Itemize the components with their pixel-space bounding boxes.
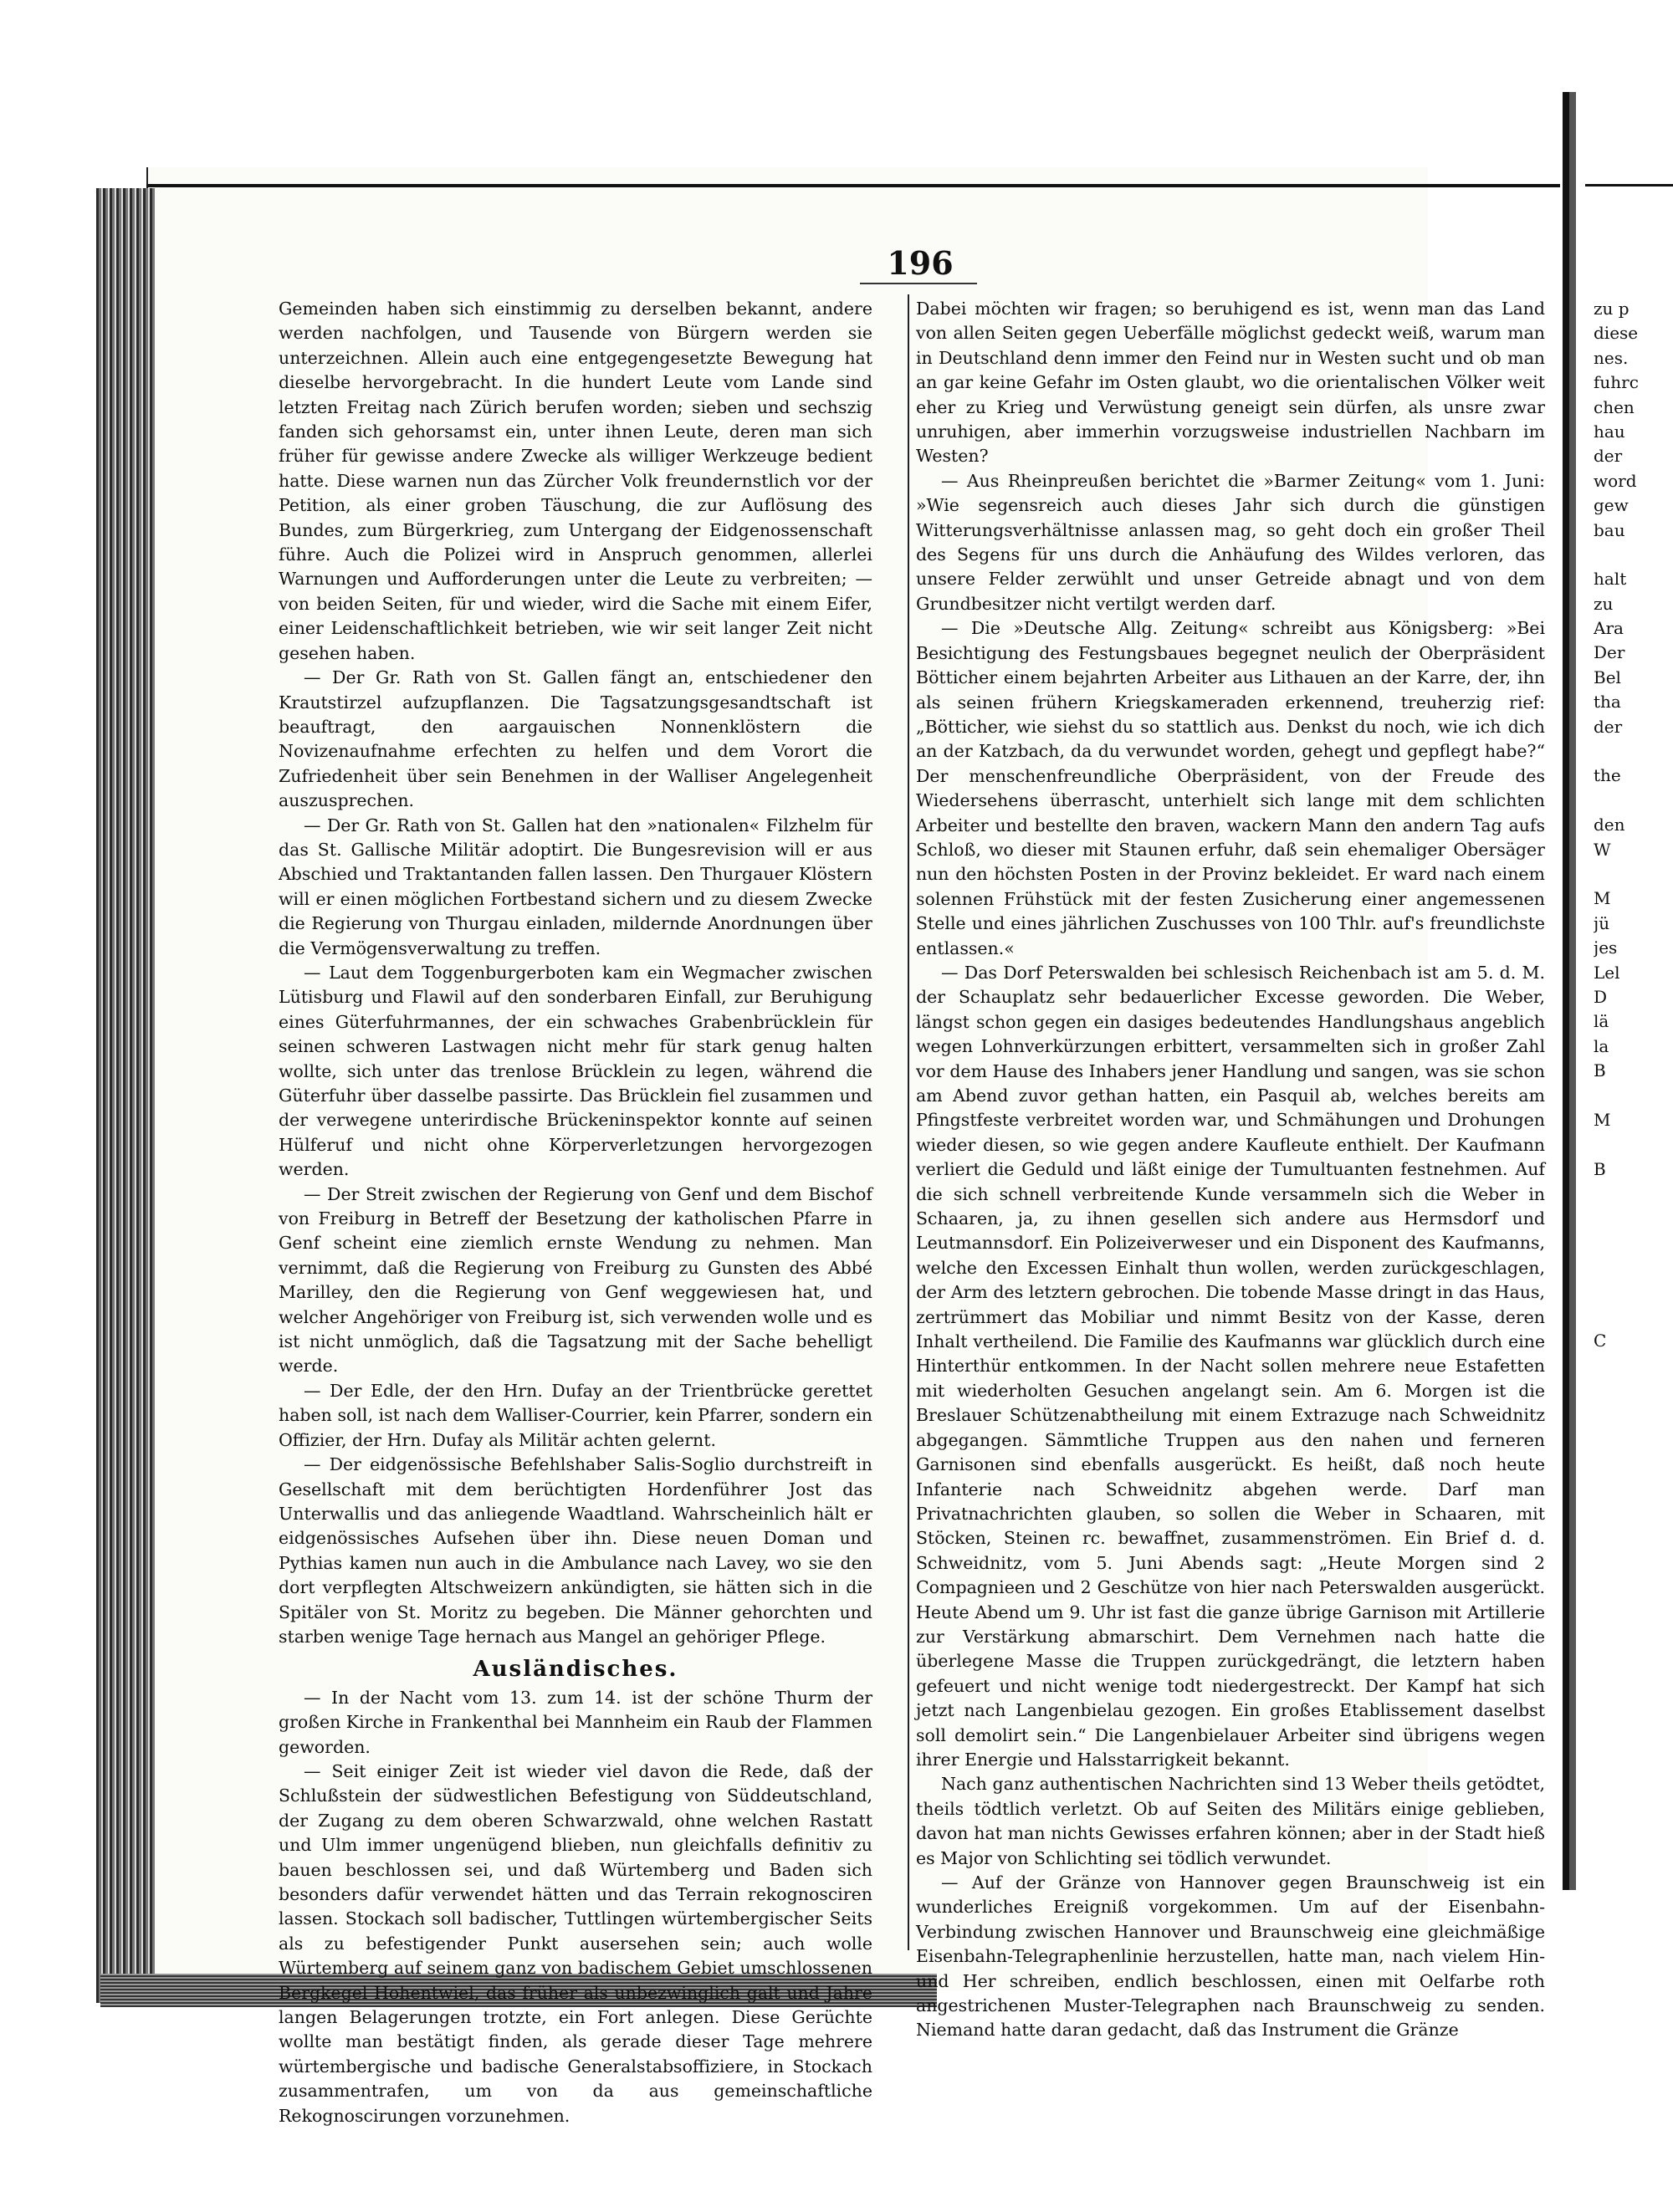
margin-fragment: W: [1594, 839, 1611, 860]
margin-fragment: la: [1594, 1035, 1609, 1056]
article-paragraph: Nach ganz authentischen Nachrichten sind 13 Weber theils getödtet, theils tödtlich verletzt. Ob auf Seiten des Militärs einige geblieben, davon hat man nichts Gewisses erfahren können; aber in der Stadt hieß es Major von Schlichting sei tödlich verwundet.: [916, 1774, 1545, 1868]
margin-fragment: [1594, 1132, 1673, 1157]
margin-fragment: zu: [1594, 593, 1614, 614]
margin-fragment: den: [1594, 815, 1625, 835]
margin-fragment: [1594, 1477, 1673, 1501]
facing-page-fragments: [1594, 297, 1673, 1575]
margin-fragment: [1594, 1280, 1673, 1305]
article-paragraph: — Laut dem Toggenburgerboten kam ein Wegmacher zwischen Lütisburg und Flawil auf den sonderbaren Einfall, zur Beruhigung eines Güterfuhrmannes, der ein schwaches Grabenbrücklein für seinen schweren Lastwagen nicht mehr für stark genug halten wollte, sich unter das trenlose Brücklein zu legen, während die Güterfuhr über dasselbe passirte. Das Brücklein fiel zusammen und der verwegene unterirdische Brückeninspektor konnte auf seinen Hülferuf und nicht ohne Körperverletzungen hervorgezogen werden.: [279, 962, 872, 1180]
right-binding-shadow: [1569, 92, 1576, 1890]
article-paragraph: — Aus Rheinpreußen berichtet die »Barmer Zeitung« vom 1. Juni: »Wie segensreich auch dieses Jahr sich durch die günstigen Witterungsverhältnisse anlassen mag, so geht doch ein großer Theil des Segens für uns durch die Anhäufung des Wildes verloren, das unsere Felder zerwühlt und unser Getreide abnagt und von dem Grundbesitzer nicht vertilgt werden darf.: [916, 470, 1545, 614]
margin-fragment: fuhrc: [1594, 372, 1639, 393]
article-paragraph: Dabei möchten wir fragen; so beruhigend es ist, wenn man das Land von allen Seiten gegen Ueberfälle möglichst gedeckt weiß, warum man in Deutschland denn immer den Feind nur in Westen sucht und ob man an gar keine Gefahr im Osten glaubt, wo die orientalischen Völker weit eher zu Krieg und Verwüstung geneigt sein dürfen, als unsre zwar unruhigen, aber immerhin vorzugsweise industriellen Nachbarn im Westen?: [916, 299, 1545, 467]
margin-fragment: jü: [1594, 912, 1610, 933]
margin-fragment: Der: [1594, 642, 1625, 663]
margin-fragment: hau: [1594, 421, 1625, 442]
article-paragraph: — Das Dorf Peterswalden bei schlesisch Reichenbach ist am 5. d. M. der Schauplatz sehr bedauerlicher Excesse geworden. Die Weber, längst schon gegen ein dasiges bedeutendes Handlungshaus angeblich wegen Lohnverkürzungen erbittert, versammelten sich in großer Zahl vor dem Hause des Inhabers jener Handlung und sangen, was sie schon am Abend zuvor gethan hatten, ein Pasquil ab, welches bereits am Pfingstfeste verbreitet worden war, und Schmähungen und Drohungen wieder diesen, so wie gegen andere Kaufleute enthielt. Der Kaufmann verliert die Geduld und läßt einige der Tumultuanten festnehmen. Auf die sich schnell verbreitende Kunde versammeln sich die Weber in Schaaren, ja, zu ihnen gesellen sich andere aus Hermsdorf und Leutmannsdorf. Ein Polizeiverweser und ein Disponent des Kaufmanns, welche den Excessen Einhalt thun wollen, werden zurückgeschlagen, der Arm des letztern gebrochen. Die tobende Masse dringt in das Haus, zertrümmert das Mobiliar und nimmt Besitz von der Kasse, deren Inhalt vertheilend. Die Familie des Kaufmanns war glücklich durch eine Hinterthür entkommen. In der Nacht sollen mehrere neue Estafetten mit wiederholten Gesuchen angelangt sein. Am 6. Morgen ist die Breslauer Schützenabtheilung mit einem Extrazuge nach Schweidnitz abgegangen. Sämmtliche Truppen aus den nahen und ferneren Garnisonen sind ebenfalls ausgerückt. Es heißt, daß noch heute Infanterie nach Schweidnitz abgehen werde. Darf man Privatnachrichten glauben, so sollen die Weber in Schaaren, mit Stöcken, Steinen rc. bewaffnet, zusammenströmen. Ein Brief d. d. Schweidnitz, vom 5. Juni Abends sagt: „Heute Morgen sind 2 Compagnieen und 2 Geschütze von hier nach Peterswalden ausgerückt. Heute Abend um 9. Uhr ist fast die ganze übrige Garnison mit Artillerie zur Verstärkung abmarschirt. Dem Vernehmen nach hatte die überlegene Masse die Truppen zurückgedrängt, die letztern haben gefeuert und nicht wenige todt niedergestreckt. Der Kampf hat sich jetzt nach Langenbielau gezogen. Ein großes Etablissement daselbst soll demolirt sein.“ Die Langenbielauer Arbeiter sind übrigens wegen ihrer Energie und Halsstarrigkeit bekannt.: [916, 962, 1545, 1770]
margin-fragment: bau: [1594, 519, 1625, 540]
margin-fragment: nes.: [1594, 347, 1629, 368]
margin-fragment: [1594, 1255, 1673, 1280]
section-heading: Ausländisches.: [473, 1657, 678, 1683]
margin-fragment: [1594, 739, 1673, 764]
margin-fragment: [1594, 1231, 1673, 1255]
margin-fragment: Ara: [1594, 618, 1624, 639]
article-paragraph: — Die »Deutsche Allg. Zeitung« schreibt aus Königsberg: »Bei Besichtigung des Festungsbaues begegnet neulich der Oberpräsident Bötticher einem bejahrten Arbeiter aus Lithauen an der Karre, der, ihn als seinen frühern Kriegskameraden erkennend, treuherzig rief: „Bötticher, wie siehst du so stattlich aus. Denkst du noch, wie ich dich an der Katzbach, da du verwundet worden, gehegt und gepflegt habe?“ Der menschenfreundliche Oberpräsident, von der Freude des Wiedersehens überrascht, unterhielt sich lange mit dem schlichten Arbeiter und bestellte den braven, wackern Mann den andern Tag aufs Schloß, wo dieser mit Staunen erfuhr, daß sein ehemaliger Obersäger nun den höchsten Posten in der Provinz bekleidet. Er ward nach einem solennen Frühstück mit der festen Zusicherung einer angemessenen Stelle und eines jährlichen Zuschusses von 100 Thlr. auf's freundlichste entlassen.«: [916, 618, 1545, 958]
margin-fragment: Bel: [1594, 667, 1621, 687]
margin-fragment: [1594, 1305, 1673, 1329]
page-top-edge: [146, 184, 1560, 187]
margin-fragment: [1594, 1084, 1673, 1108]
margin-fragment: [1594, 1501, 1673, 1525]
article-paragraph: — Der Gr. Rath von St. Gallen hat den »nationalen« Filzhelm für das St. Gallische Militär adoptirt. Die Bungesrevision will er aus Abschied und Traktantanden fallen lassen. Den Thurgauer Klöstern will er einen möglichen Fortbestand sichern und zu diesem Zwecke die Regierung von Thurgau einladen, mildernde Anordnungen über die Vermögensverwaltung zu treffen.: [279, 815, 872, 958]
margin-fragment: diese: [1594, 323, 1639, 344]
margin-fragment: lä: [1594, 1011, 1609, 1032]
margin-fragment: tha: [1594, 692, 1621, 713]
margin-fragment: the: [1594, 765, 1621, 786]
margin-fragment: gew: [1594, 495, 1629, 516]
margin-fragment: [1594, 1378, 1673, 1402]
margin-fragment: word: [1594, 470, 1637, 491]
margin-fragment: chen: [1594, 396, 1635, 417]
margin-fragment: D: [1594, 986, 1608, 1007]
right-binding-edge: [1563, 92, 1569, 1890]
article-paragraph: — In der Nacht vom 13. zum 14. ist der schöne Thurm der großen Kirche in Frankenthal bei Mannheim ein Raub der Flammen geworden.: [279, 1687, 872, 1757]
margin-fragment: [1594, 1550, 1673, 1575]
margin-fragment: [1594, 862, 1673, 886]
page-number: 196: [887, 244, 954, 282]
margin-fragment: der: [1594, 446, 1623, 467]
margin-fragment: der: [1594, 716, 1623, 737]
right-text-column: [916, 297, 1545, 2043]
margin-fragment: Lel: [1594, 962, 1620, 983]
margin-fragment: [1594, 1354, 1673, 1378]
book-gutter-shadow: [96, 188, 155, 2003]
margin-fragment: [1594, 1182, 1673, 1206]
page-number-underline: [860, 283, 977, 284]
column-divider: [908, 294, 909, 1950]
margin-fragment: [1594, 1403, 1673, 1428]
margin-fragment: [1594, 1526, 1673, 1550]
article-paragraph: — Der eidgenössische Befehlshaber Salis-Soglio durchstreift in Gesellschaft mit dem berüchtigten Hordenführer Jost das Unterwallis und das anliegende Waadtland. Wahrscheinlich hält er eidgenössisches Aufsehen über ihn. Diese neuen Doman und Pythias kamen nun auch in die Ambulance nach Lavey, wo sie den dort verpflegten Altschweizern ankündigten, sie hätten sich in die Spitäler von St. Moritz zu begeben. Die Männer gehorchten und starben wenige Tage hernach aus Mangel an gehöriger Pflege.: [279, 1454, 872, 1647]
margin-fragment: [1594, 543, 1673, 567]
margin-fragment: jes: [1594, 937, 1618, 958]
margin-fragment: B: [1594, 1060, 1606, 1081]
article-paragraph: — Seit einiger Zeit ist wieder viel davon die Rede, daß der Schlußstein der südwestlichen Befestigung von Süddeutschland, der Zugang zu dem oberen Schwarzwald, ohne welchen Rastatt und Ulm immer ungenügend blieben, nun gleichfalls definitiv zu bauen beschlossen sei, und daß Würtemberg und Baden sich besonders dafür verwendet hätten und das Terrain rekognosciren lassen. Stockach soll badischer, Tuttlingen würtembergischer Seits als zu befestigender Punkt ausersehen sein; auch wolle Würtemberg auf seinem ganz von badischem Gebiet umschlossenen Bergkegel Hohentwiel, das früher als unbezwinglich galt und Jahre langen Belagerungen trotzte, ein Fort anlegen. Diese Gerüchte wollte man bestätigt finden, als gerade dieser Tage mehrere würtembergische und badische Generalstabsoffiziere, in Stockach zusammentrafen, um von da aus gemeinschaftliche Rekognoscirungen vorzunehmen.: [279, 1760, 872, 2126]
margin-fragment: [1594, 1452, 1673, 1476]
margin-fragment: M: [1594, 888, 1611, 909]
margin-fragment: [1594, 1428, 1673, 1452]
article-paragraph: — Auf der Gränze von Hannover gegen Braunschweig ist ein wunderliches Ereigniß vorgekommen. Um auf der Eisenbahn-Verbindung zwischen Hannover und Braunschweig eine gleichmäßige Eisenbahn-Telegraphenlinie herzustellen, hatte man, nach vielem Hin- und Her schreiben, endlich beschlossen, einen mit Oelfarbe roth angestrichenen Muster-Telegraphen nach Braunschweig zu senden. Niemand hatte daran gedacht, daß das Instrument die Gränze: [916, 1872, 1545, 2041]
margin-fragment: zu p: [1594, 299, 1630, 319]
margin-fragment: [1594, 1206, 1673, 1230]
article-paragraph: — Der Edle, der den Hrn. Dufay an der Trientbrücke gerettet haben soll, ist nach dem Walliser-Courrier, kein Pfarrer, sondern ein Offizier, der Hrn. Dufay als Militär achten gelernt.: [279, 1380, 872, 1450]
article-paragraph: — Der Gr. Rath von St. Gallen fängt an, entschiedener den Krautstirzel aufzupflanzen. Die Tagsatzungsgesandtschaft ist beauftragt, den aargauischen Nonnenklöstern die Novizenaufnahme erfechten zu helfen und dem Vorort die Zufriedenheit über sein Benehmen in der Walliser Angelegenheit auszusprechen.: [279, 667, 872, 811]
facing-page-top-edge: [1585, 184, 1673, 186]
margin-fragment: B: [1594, 1158, 1606, 1179]
scan-margin-left: [0, 0, 75, 2212]
margin-fragment: halt: [1594, 569, 1627, 590]
left-text-column: [279, 297, 872, 2128]
margin-fragment: [1594, 789, 1673, 813]
margin-fragment: C: [1594, 1331, 1607, 1351]
margin-fragment: M: [1594, 1109, 1611, 1130]
article-paragraph: Gemeinden haben sich einstimmig zu derselben bekannt, andere werden nachfolgen, und Tausende von Bürgern werden sie unterzeichnen. Allein auch eine entgegengesetzte Bewegung hat dieselbe hervorgebracht. In die hundert Leute vom Lande sind letzten Freitag nach Zürich berufen worden; sieben und sechszig fanden sich gehorsamst ein, unter ihnen Leute, deren man sich früher für gewisse andere Zwecke als williger Werkzeuge bedient hatte. Diese warnen nun das Zürcher Volk freundernstlich vor der Petition, als einer groben Täuschung, die zur Auflösung des Bundes, zum Bürgerkrieg, zum Untergang der Eidgenossenschaft führe. Auch die Polizei wird in Anspruch genommen, allerlei Warnungen und Aufforderungen unter die Leute zu verbreiten; — von beiden Seiten, für und wieder, wird die Sache mit einem Eifer, einer Leidenschaftlichkeit betrieben, wie wir seit langer Zeit nicht gesehen haben.: [279, 299, 872, 663]
article-paragraph: — Der Streit zwischen der Regierung von Genf und dem Bischof von Freiburg in Betreff der Besetzung der katholischen Pfarre in Genf scheint eine ziemlich ernste Wendung zu nehmen. Man vernimmt, daß die Regierung von Freiburg zu Gunsten des Abbé Marilley, den die Regierung von Genf weggewiesen hat, und welcher Angehöriger von Freiburg ist, sich verwenden wolle und es ist nicht unmöglich, daß die Tagsatzung mit der Sache behelligt werde.: [279, 1183, 872, 1377]
